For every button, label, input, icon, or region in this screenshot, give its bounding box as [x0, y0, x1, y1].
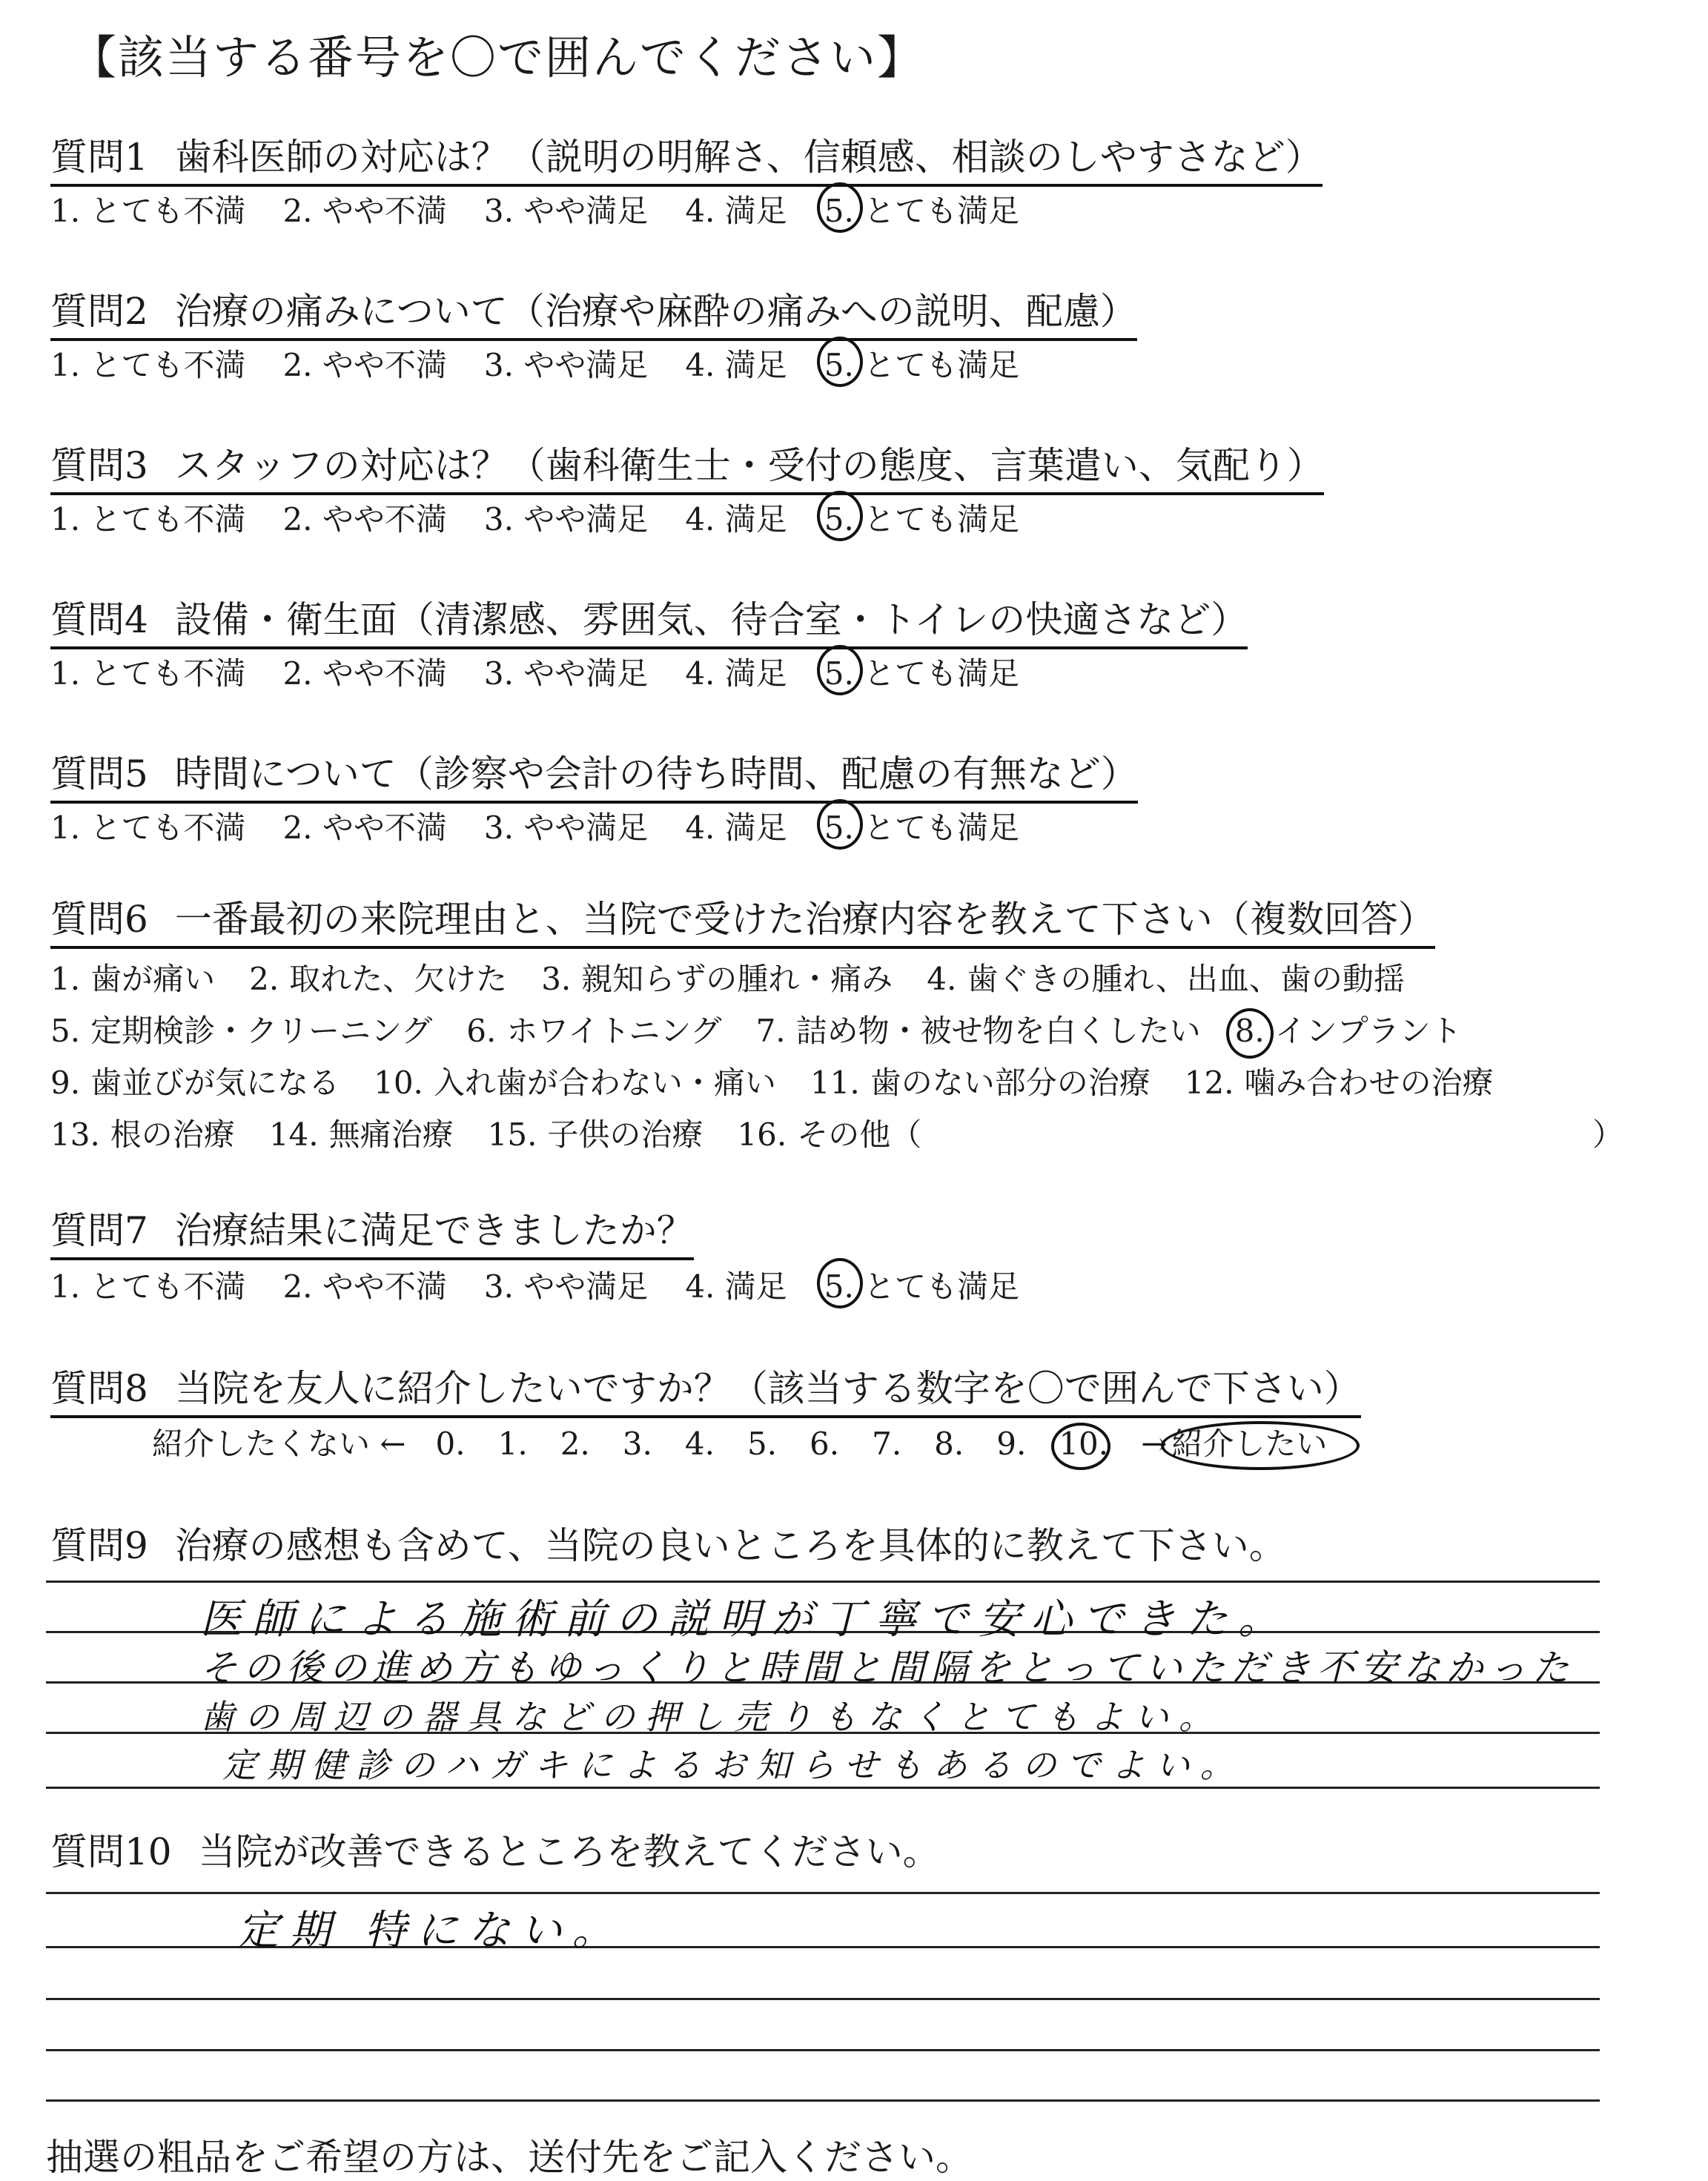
q4-options: [50, 649, 1056, 694]
q9-answer-line-4: 定期健診のハガキによるお知らせもあるのでよい。: [222, 1745, 1245, 1785]
q9-answer-line-2: その後の進め方もゆっくりと時間と間隔をとっていただき不安なかった: [200, 1646, 1575, 1689]
option-label: 歯が痛い: [90, 961, 216, 997]
selection-circle: [817, 182, 863, 233]
q6-option-item[interactable]: [50, 955, 215, 999]
option-item[interactable]: 5. とても満足: [824, 341, 1019, 385]
other-close-paren: ）: [1592, 1116, 1624, 1153]
option-label: 噛み合わせの治療: [1244, 1065, 1494, 1101]
option-number: 9.: [50, 1065, 81, 1101]
q7-title: [50, 1201, 694, 1260]
option-item[interactable]: 1. とても不満: [50, 810, 246, 846]
q8-scale-item[interactable]: 6.: [810, 1426, 840, 1462]
q10-answer-line-1: 定期 特にない。: [237, 1907, 624, 1955]
q8-left-label: 紹介したくない ←: [152, 1426, 406, 1462]
q8-scale-item[interactable]: 10.: [1059, 1426, 1108, 1462]
option-item[interactable]: 2. やや不満: [282, 655, 447, 692]
q6-option-item[interactable]: [466, 1007, 721, 1051]
option-number: 12.: [1184, 1065, 1234, 1101]
q8-scale-item[interactable]: 3.: [622, 1426, 652, 1462]
q8-label: 質問8: [50, 1367, 148, 1410]
q7-options: [50, 1262, 1056, 1307]
q6-options-row: [50, 1059, 1528, 1103]
q9-answer-line-1: 医師による施術前の説明が丁寧で安心できた。: [200, 1595, 1290, 1644]
q5-text: 時間について（診察や会計の待ち時間、配慮の有無など）: [174, 752, 1138, 795]
q8-right-arrow: →: [1141, 1426, 1168, 1462]
q6-option-item[interactable]: [249, 955, 507, 999]
q1-label: 質問1: [50, 136, 148, 179]
q6-option-item[interactable]: [927, 955, 1405, 999]
option-item[interactable]: 4. 満足: [685, 655, 787, 692]
q6-option-item[interactable]: [269, 1111, 454, 1155]
option-item[interactable]: 2. やや不満: [282, 193, 447, 229]
q3-text: スタッフの対応は？（歯科衛生士・受付の態度、言葉遣い、気配り）: [174, 444, 1324, 487]
q1-text: 歯科医師の対応は？（説明の明解さ、信頼感、相談のしやすさなど）: [174, 136, 1323, 179]
q6-options-row: [50, 1007, 1496, 1051]
q6-label: 質問6: [50, 898, 148, 941]
q6-option-item[interactable]: [756, 1007, 1201, 1051]
selection-circle: [817, 1258, 863, 1308]
option-label: 子供の治療: [547, 1116, 704, 1153]
q2-text: 治療の痛みについて（治療や麻酔の痛みへの説明、配慮）: [174, 290, 1137, 333]
option-number: 15.: [487, 1116, 537, 1153]
q8-scale-item[interactable]: 9.: [996, 1426, 1027, 1462]
q8-title: [50, 1359, 1361, 1418]
q10-text: 当院が改善できるところを教えてください。: [198, 1830, 940, 1873]
q8-right-label: 紹介したい: [1171, 1426, 1327, 1462]
option-label: 定期検診・クリーニング: [90, 1013, 433, 1049]
option-item[interactable]: 3. やや満足: [483, 810, 649, 846]
option-item[interactable]: 4. 満足: [685, 501, 787, 537]
option-number: 8.: [1235, 1013, 1265, 1049]
ruled-line: [46, 1892, 1600, 1894]
option-item[interactable]: 3. やや満足: [483, 501, 649, 537]
q1-options: [50, 187, 1056, 231]
q6-option-item[interactable]: [50, 1059, 340, 1103]
q2-label: 質問2: [50, 290, 148, 333]
q9-answer-line-3: 歯の周辺の器具などの押し売りもなくとてもよい。: [200, 1697, 1223, 1737]
option-label: インプラント: [1274, 1013, 1462, 1049]
q5-title: [50, 744, 1138, 804]
option-number: 11.: [810, 1065, 860, 1101]
q10-title: [50, 1822, 940, 1879]
option-item[interactable]: 2. やや不満: [282, 501, 447, 537]
option-number: 1.: [50, 961, 81, 997]
q6-title: [50, 890, 1435, 949]
selection-circle: [817, 799, 863, 850]
option-label: 無痛治療: [328, 1116, 454, 1153]
ruled-line: [46, 2099, 1600, 2102]
q6-option-item[interactable]: [50, 1111, 235, 1155]
option-item[interactable]: 4. 満足: [685, 1268, 787, 1305]
q8-text: 当院を友人に紹介したいですか？（該当する数字を〇で囲んで下さい）: [174, 1367, 1361, 1410]
option-item[interactable]: 4. 満足: [685, 193, 787, 229]
option-label: 取れた、欠けた: [289, 961, 508, 997]
selection-circle: [817, 645, 863, 695]
option-item[interactable]: 5. とても満足: [824, 1262, 1019, 1307]
option-item[interactable]: 3. やや満足: [483, 1268, 649, 1305]
option-number: 6.: [466, 1013, 497, 1049]
option-item[interactable]: 5. とても満足: [824, 495, 1019, 540]
q6-option-item[interactable]: [374, 1059, 776, 1103]
ruled-line: [46, 2049, 1600, 2051]
form-header: 【該当する番号を〇で囲んでください】: [70, 30, 925, 85]
option-number: 14.: [268, 1116, 319, 1153]
q6-option-item[interactable]: [1235, 1007, 1462, 1051]
option-item[interactable]: 1. とても不満: [50, 501, 246, 537]
option-label: その他（: [797, 1116, 922, 1153]
q5-options: [50, 804, 1056, 848]
option-item[interactable]: 1. とても不満: [50, 347, 246, 383]
option-item[interactable]: 2. やや不満: [282, 810, 447, 846]
option-number: 16.: [737, 1116, 787, 1153]
q8-scale-item[interactable]: 0.: [435, 1426, 466, 1462]
option-number: 10.: [374, 1065, 423, 1101]
option-label: 歯並びが気になる: [90, 1065, 340, 1101]
footer-note: 抽選の粗品をご希望の方は、送付先をご記入ください。: [46, 2136, 973, 2179]
q7-text: 治療結果に満足できましたか？: [174, 1209, 694, 1252]
option-label: 詰め物・被せ物を白くしたい: [795, 1013, 1201, 1049]
option-item[interactable]: 1. とても不満: [50, 1268, 246, 1305]
option-number: 13.: [50, 1116, 100, 1153]
ruled-line: [46, 1998, 1600, 2000]
q6-option-item[interactable]: [1185, 1059, 1494, 1103]
q9-text: 治療の感想も含めて、当院の良いところを具体的に教えて下さい。: [174, 1524, 1286, 1567]
option-item[interactable]: 1. とても不満: [50, 655, 246, 692]
q6-option-item[interactable]: [488, 1111, 704, 1155]
option-item[interactable]: 3. やや満足: [483, 655, 649, 692]
selection-circle: [1161, 1421, 1360, 1470]
q2-title: [50, 282, 1137, 341]
option-label: 入れ歯が合わない・痛い: [433, 1065, 776, 1101]
q6-option-item[interactable]: [50, 1007, 432, 1051]
option-item[interactable]: 5. とても満足: [824, 804, 1019, 848]
option-item[interactable]: 1. とても不満: [50, 193, 246, 229]
q8-scale-item[interactable]: 5.: [747, 1426, 778, 1462]
q3-options: [50, 495, 1056, 540]
option-item[interactable]: 3. やや満足: [483, 347, 649, 383]
selection-circle: [817, 491, 863, 541]
option-item[interactable]: 5. とても満足: [824, 187, 1019, 231]
option-label: 歯のない部分の治療: [870, 1065, 1151, 1101]
q6-text: 一番最初の来院理由と、当院で受けた治療内容を教えて下さい（複数回答）: [174, 898, 1435, 941]
selection-circle: [1051, 1423, 1110, 1470]
option-label: 根の治療: [110, 1116, 235, 1153]
option-number: 7.: [755, 1013, 786, 1049]
option-number: 2.: [249, 961, 279, 997]
option-number: 3.: [541, 961, 572, 997]
option-item[interactable]: 2. やや不満: [282, 1268, 447, 1305]
q8-scale-item[interactable]: 2.: [560, 1426, 590, 1462]
option-item[interactable]: 4. 満足: [685, 810, 787, 846]
option-item[interactable]: 4. 満足: [685, 347, 787, 383]
selection-circle: [1226, 1008, 1274, 1059]
option-item[interactable]: 3. やや満足: [483, 193, 649, 229]
q8-scale-row: [152, 1420, 1367, 1464]
q2-options: [50, 341, 1056, 385]
option-label: ホワイトニング: [506, 1013, 722, 1049]
q3-label: 質問3: [50, 444, 148, 487]
option-item[interactable]: 2. やや不満: [282, 347, 447, 383]
option-number: 4.: [927, 961, 957, 997]
q6-option-item[interactable]: [737, 1111, 921, 1155]
q9-label: 質問9: [50, 1524, 148, 1567]
q3-title: [50, 436, 1324, 495]
q8-scale-item[interactable]: 8.: [934, 1426, 964, 1462]
q8-scale-item[interactable]: 1.: [497, 1426, 528, 1462]
q9-title: [50, 1516, 1286, 1572]
ruled-line: [46, 1581, 1600, 1583]
q10-label: 質問10: [50, 1830, 172, 1873]
option-number: 5.: [50, 1013, 81, 1049]
q4-title: [50, 590, 1248, 649]
q8-scale-item[interactable]: 7.: [872, 1426, 902, 1462]
q6-options-row: [50, 1111, 1624, 1155]
option-label: 歯ぐきの腫れ、出血、歯の動揺: [967, 961, 1405, 997]
option-label: 親知らずの腫れ・痛み: [581, 961, 893, 997]
selection-circle: [817, 337, 863, 387]
q6-option-item[interactable]: [810, 1059, 1151, 1103]
q7-label: 質問7: [50, 1209, 148, 1252]
option-item[interactable]: 5. とても満足: [824, 649, 1019, 694]
q5-label: 質問5: [50, 752, 148, 795]
q4-label: 質問4: [50, 598, 148, 641]
q6-option-item[interactable]: [541, 955, 893, 999]
q1-title: [50, 128, 1323, 187]
q8-scale-item[interactable]: 4.: [684, 1426, 715, 1462]
q6-options-row: [50, 955, 1439, 999]
q4-text: 設備・衛生面（清潔感、雰囲気、待合室・トイレの快適さなど）: [174, 598, 1248, 641]
